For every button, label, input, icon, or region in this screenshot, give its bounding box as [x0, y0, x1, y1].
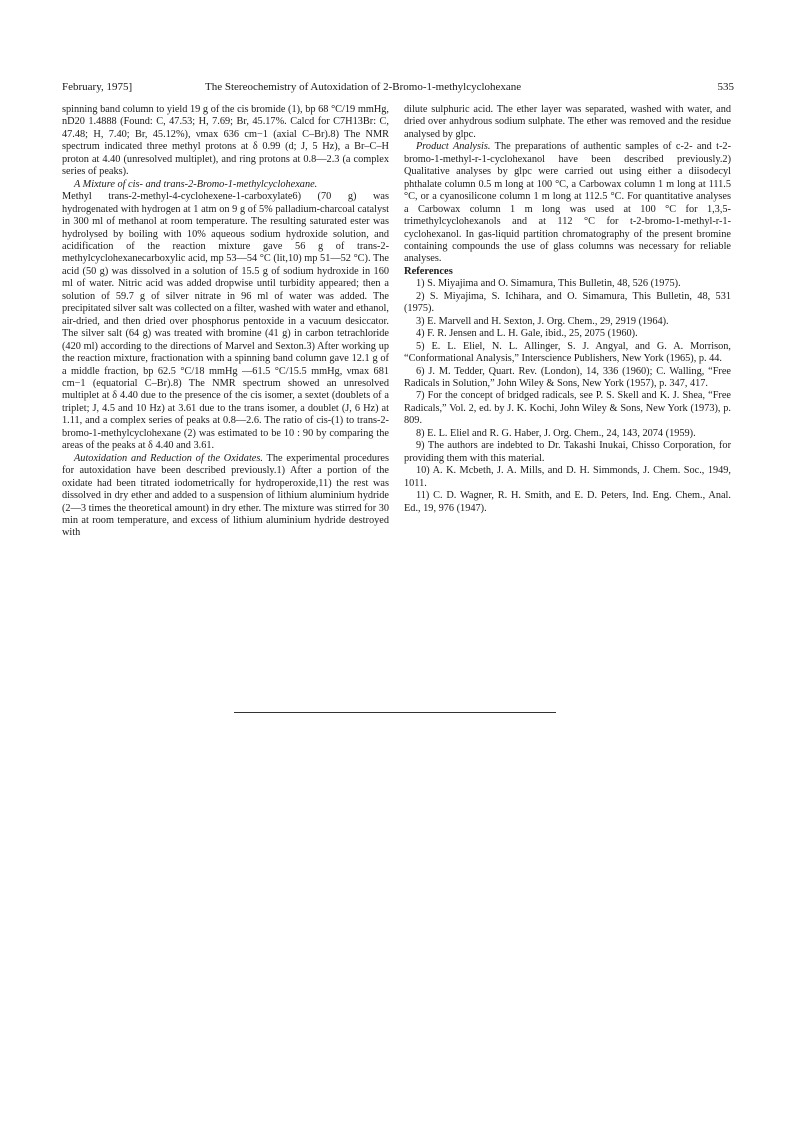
running-header	[62, 79, 734, 95]
reference-item: 1) S. Miyajima and O. Simamura, This Bulletin, 48, 526 (1975).	[416, 278, 681, 290]
paragraph-workup: dilute sulphuric acid. The ether layer was separated, washed with water, and dried over anhydrous sodium sulphate. The ether was removed and the residue analysed by glpc.	[404, 104, 731, 140]
section-heading-product-analysis: Product Analysis.	[416, 141, 491, 153]
issue-date: February, 1975]	[62, 81, 133, 93]
paragraph-autoxidation	[62, 453, 389, 540]
reference-item: 3) E. Marvell and H. Sexton, J. Org. Chem., 29, 2919 (1964).	[416, 315, 669, 327]
right-column	[404, 104, 731, 515]
paragraph-mixture	[62, 179, 389, 191]
paragraph-product-analysis	[404, 141, 731, 266]
reference-item: 5) E. L. Eliel, N. L. Allinger, S. J. Angyal, and G. A. Morrison, “Conformational Analysis,” Interscience Publishers, New York (1965), p. 44.	[404, 340, 731, 365]
paragraph-autoxidation-body: The experimental procedures for autoxidation have been described previously.1) After a portion of the oxidate had been titrated iodometrically for hydroperoxide,11) the rest was dissolved in dry ether and added to a suspension of lithium aluminium hydride (2—3 times the theoretical amount) in dry ether. The mixture was stirred for 30 min at room temperature, and excess of lithium aluminium hydride destroyed with	[62, 452, 389, 539]
paragraph-cis-bromide-data: spinning band column to yield 19 g of the cis bromide (1), bp 68 °C/19 mmHg, nD20 1.4888 (Found: C, 47.53; H, 7.69; Br, 45.17%. Calcd for C7H13Br: C, 47.48; H, 7.40; Br, 45.12%), νmax 636 cm−1 (axial C–Br).8) The NMR spectrum indicated three methyl protons at δ 0.99 (d; J, 5 Hz), a Br–C–H proton at 4.40 (unresolved multiplet), and ring protons at 0.8—2.3 (a complex series of peaks).	[62, 104, 389, 178]
references-heading: References	[404, 265, 453, 277]
left-column	[62, 104, 389, 540]
paragraph-mixture-body: Methyl trans-2-methyl-4-cyclohexene-1-carboxylate6) (70 g) was hydrogenated with hydrogen at 1 atm on 9 g of 5% palladium-charcoal catalyst in 300 ml of methanol at room temperature. The resulting saturated ester was hydrolysed by boiling with 10% aqueous sodium hydroxide solution, and acidification of the reaction mixture gave 56 g of trans-2-methylcyclohexanecarboxylic acid, mp 53—54 °C (lit,10) mp 51—52 °C). The acid (50 g) was dissolved in a solution of 15.5 g of sodium hydroxide in 160 ml of water. Nitric acid was added dropwise until turbidity appeared; then a solution of 59.7 g of silver nitrate in 96 ml of water was added. The precipitated silver salt was collected on a filter, washed with water and ethanol, air-dried, and then dried over phosphorus pentoxide in a vacuum desiccator. The silver salt (64 g) was treated with bromine (41 g) in carbon tetrachloride (420 ml) according to the directions of Marvel and Sexton.3) After working up the reaction mixture, fractionation with a spinning band column gave 12.1 g of a middle fraction, bp 62.5 °C/18 mmHg —61.5 °C/15.5 mmHg, νmax 681 cm−1 (equatorial C–Br).8) The NMR spectrum showed an unresolved multiplet at δ 4.40 due to the presence of the cis isomer, a sextet (doublets of a triplet; J, 4.5 and 10 Hz) at 3.61 due to the trans isomer, a doublet (J, 6 Hz) at 1.11, and a complex series of peaks at 0.8—2.6. The ratio of cis-(1) to trans-2-bromo-1-methylcyclohexane (2) was estimated to be 10 : 90 by comparing the areas of the peaks at δ 4.40 and 3.61.	[62, 191, 389, 452]
section-heading-mixture: A Mixture of cis- and trans-2-Bromo-1-methylcyclohexane.	[74, 178, 318, 190]
reference-item: 11) C. D. Wagner, R. H. Smith, and E. D. Peters, Ind. Eng. Chem., Anal. Ed., 19, 976 (1947).	[404, 490, 731, 514]
page-number: 535	[717, 81, 734, 93]
end-rule	[234, 712, 556, 713]
section-heading-autoxidation: Autoxidation and Reduction of the Oxidates.	[74, 452, 263, 464]
reference-list	[404, 278, 731, 515]
reference-item: 9) The authors are indebted to Dr. Takashi Inukai, Chisso Corporation, for providing them with this material.	[404, 440, 731, 464]
reference-item: 6) J. M. Tedder, Quart. Rev. (London), 14, 336 (1960); C. Walling, “Free Radicals in Solution,” John Wiley & Sons, New York (1957), p. 347, 417.	[404, 365, 731, 389]
reference-item: 4) F. R. Jensen and L. H. Gale, ibid., 25, 2075 (1960).	[416, 328, 638, 340]
reference-item: 8) E. L. Eliel and R. G. Haber, J. Org. Chem., 24, 143, 2074 (1959).	[416, 427, 696, 439]
reference-item: 7) For the concept of bridged radicals, see P. S. Skell and K. J. Shea, “Free Radicals,” Vol. 2, ed. by J. K. Kochi, John Wiley & Sons, New York (1973), p. 809.	[404, 390, 731, 427]
paragraph-product-analysis-body: The preparations of authentic samples of c-2- and t-2-bromo-1-methyl-r-1-cyclohexanol have been described previously.2) Qualitative analyses by glpc were carried out using either a diisodecyl phthalate column 0.5 m long at 100 °C, a Carbowax column 1 m long at 111.5 °C, or a cyanosilicone column 1 m long at 112.5 °C. For quantitative analyses a Carbowax column 1 m long was used at 100 °C for 1,3,5-trimethylcyclohexanols and at 112 °C for t-2-bromo-1-methyl-r-1-cyclohexanol. In gas-liquid partition chromatography of the present bromine containing compounds the use of glass columns was necessary for reliable analyses.	[404, 141, 732, 265]
reference-item: 10) A. K. Mcbeth, J. A. Mills, and D. H. Simmonds, J. Chem. Soc., 1949, 1011.	[404, 465, 731, 489]
reference-item: 2) S. Miyajima, S. Ichihara, and O. Simamura, This Bulletin, 48, 531 (1975).	[404, 290, 731, 315]
running-title: The Stereochemistry of Autoxidation of 2-Bromo-1-methylcyclohexane	[205, 81, 522, 93]
